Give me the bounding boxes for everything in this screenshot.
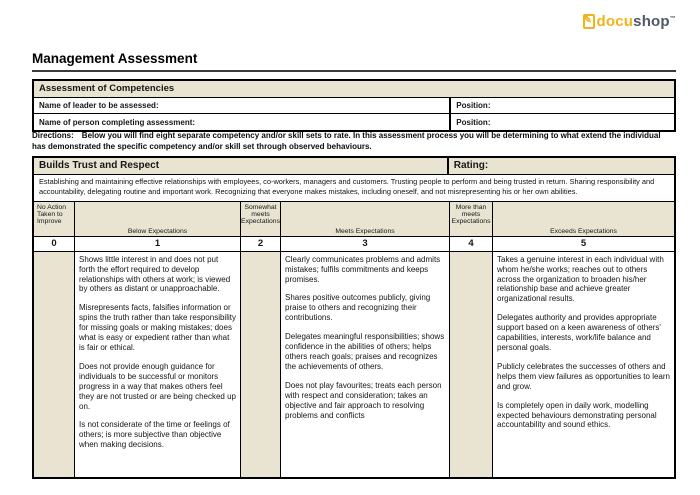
no-action-cell: [34, 252, 75, 477]
somewhat-meets-cell: [241, 252, 281, 477]
below-expectations-cell: [75, 252, 241, 477]
score-0: 0: [34, 237, 75, 252]
title-divider: [32, 70, 676, 72]
score-2: 2: [241, 237, 281, 252]
logo-text-shop: shop: [633, 13, 670, 30]
column-header-more-than-meets: More than meets Expectations: [450, 202, 493, 237]
score-1: 1: [75, 237, 241, 252]
column-header-below-expectations: Below Expectations: [75, 202, 241, 237]
more-than-meets-cell: [450, 252, 493, 477]
leader-position-field[interactable]: Position:: [456, 101, 491, 110]
behaviour-paragraph: Delegates meaningful responsibilities; shows confidence in the abilities of others; helps others reach goals; praises and recognizes the achievements of others.: [285, 332, 445, 371]
column-header-meets-expectations: Meets Expectations: [281, 202, 450, 237]
behaviour-paragraph: Delegates authority and provides appropriate support based on a keen awareness of others' capabilities, interests, work/life balance and personal goals.: [497, 313, 661, 352]
directions-text: Below you will find eight separate competency and/or skill sets to rate. In this assessment process you will be determining to what extend the individual has demonstrated the specific competency and/or skill set through observed behaviours.: [32, 131, 661, 151]
behaviour-paragraph: Does not provide enough guidance for individuals to be successful or monitors progress in a way that makes others feel they are not trusted or are being checked up on.: [79, 361, 236, 411]
behaviour-paragraph: Misrepresents facts, falsifies information or spins the truth rather than take responsibility for missing goals or making mistakes; does what is easy or expedient rather than what is fair or ethical.: [79, 303, 236, 352]
behaviour-paragraph: Shares positive outcomes publicly, giving praise to others and recognizing their contributions.: [285, 293, 431, 323]
logo-trademark: ™: [669, 15, 676, 22]
logo-text-docu: docu: [596, 13, 634, 30]
assessor-position-field[interactable]: Position:: [456, 117, 491, 127]
rating-table-header-row: [34, 158, 674, 175]
behaviour-paragraph: Does not play favourites; treats each person with respect and consideration; takes an objective and fair approach to resolving problems and conflicts: [285, 380, 442, 420]
column-header-exceeds-expectations: Exceeds Expectations: [493, 202, 674, 237]
behaviour-paragraph: Is completely open in daily work, modelling expected behaviours demonstrating personal accountability and sound ethics.: [497, 400, 657, 430]
leader-name-field[interactable]: Name of leader to be assessed:: [34, 98, 451, 113]
competencies-table-header: Assessment of Competencies: [34, 81, 674, 98]
behaviour-paragraph: Takes a genuine interest in each individual with whom he/she works; reaches out to others across the organization to broaden his/her relationship base and achieve greater organizational results.: [497, 254, 664, 304]
behaviour-paragraph: Publicly celebrates the successes of others and helps them view failures as opportunities to learn and grow.: [497, 361, 670, 391]
table-row: [34, 98, 674, 114]
behaviour-paragraph: Clearly communicates problems and admits mistakes; fulfils commitments and keeps promises.: [285, 254, 441, 284]
column-header-no-action: No Action Taken to Improve: [34, 202, 75, 237]
assessment-of-competencies-table: [32, 79, 676, 132]
rating-table: [32, 156, 676, 479]
column-header-somewhat-meets: Somewhat meets Expectations: [241, 202, 281, 237]
table-row: [34, 114, 674, 130]
meets-expectations-cell: [281, 252, 450, 477]
rating-scale-grid: [34, 202, 674, 477]
page-title: Management Assessment: [32, 51, 198, 66]
competency-title: Builds Trust and Respect: [34, 158, 449, 174]
assessor-name-field[interactable]: Name of person completing assessment:: [34, 114, 451, 130]
docushop-pad-pencil-icon: [583, 14, 595, 29]
score-3: 3: [281, 237, 450, 252]
score-4: 4: [450, 237, 493, 252]
docushop-logo: [583, 13, 676, 30]
directions-paragraph: [32, 131, 676, 152]
rating-field[interactable]: Rating:: [453, 160, 489, 171]
behaviour-paragraph: Is not considerate of the time or feelings of others; is more subjective than objective when making decisions.: [79, 420, 230, 450]
directions-label: Directions:: [32, 131, 74, 140]
behaviour-paragraph: Shows little interest in and does not put forth the effort required to develop relationships with others at work; is viewed by others as distant or unapproachable.: [79, 254, 231, 294]
competency-description: Establishing and maintaining effective relationships with employees, co-workers, managers and customers. Trusting people to perform and being trusted in return. Sharing responsibility and accountability, delegating routine and important work. Recognizing that everyone makes mistakes, including oneself, and not misrepresenting his or her own abilities.: [34, 175, 674, 202]
exceeds-expectations-cell: [493, 252, 674, 477]
score-5: 5: [493, 237, 674, 252]
